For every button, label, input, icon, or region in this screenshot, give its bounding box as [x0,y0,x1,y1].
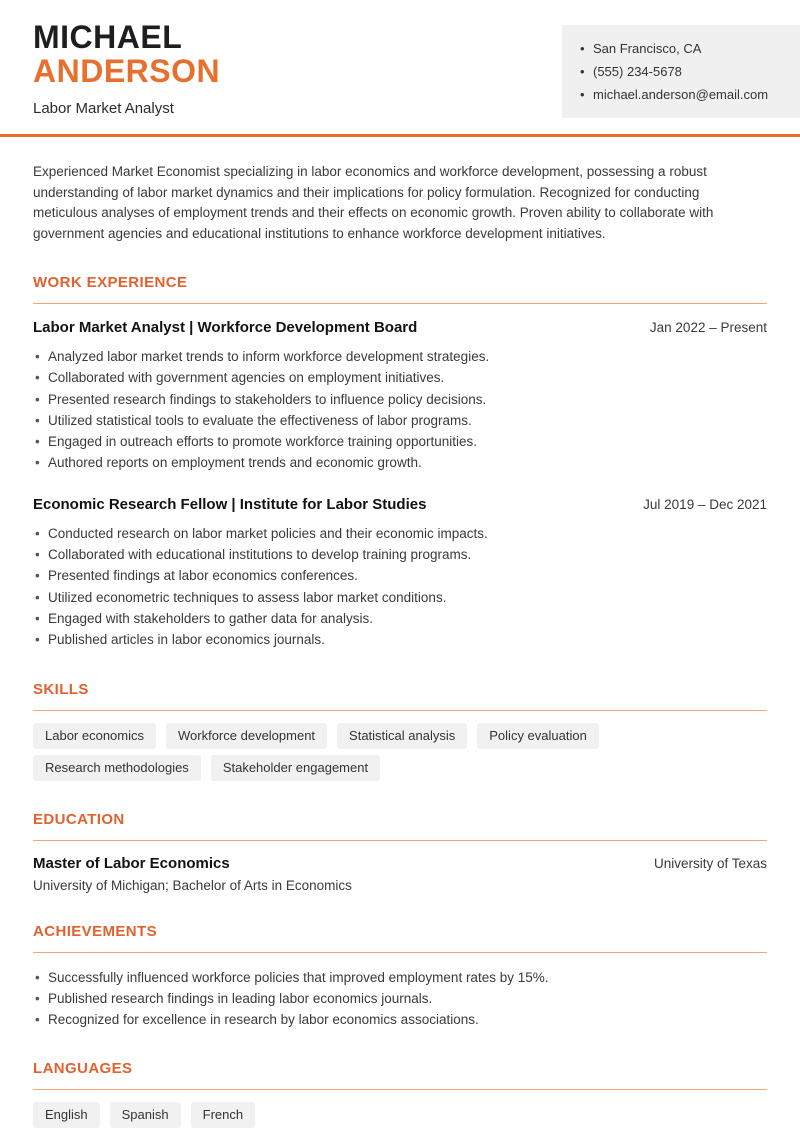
achievement-bullet [33,967,767,988]
job-bullet [33,629,767,650]
job-bullet-text: Collaborated with educational institutions to develop training programs. [48,547,472,563]
bullet-icon: • [35,1012,40,1028]
job-bullet [33,544,767,565]
contact-location-text: San Francisco, CA [593,41,702,56]
bullet-icon: • [35,610,40,626]
section-work-experience [33,274,767,651]
education-degree: Master of Labor Economics [33,854,230,872]
job-bullet-text: Conducted research on labor market policies and their economic impacts. [48,525,488,541]
bullet-icon: • [35,370,40,386]
language-tag: English [33,1102,100,1128]
achievement-bullet [33,1009,767,1030]
contact-email [580,83,792,106]
languages-heading: LANGUAGES [33,1060,767,1090]
job-bullet-text: Engaged with stakeholders to gather data for analysis. [48,610,373,626]
bullet-icon: • [35,547,40,563]
education-institution: University of Texas [653,855,767,871]
achievement-text: Successfully influenced workforce policies that improved employment rates by 15%. [48,969,549,985]
job-header [33,496,767,513]
contact-phone-text: (555) 234-5678 [593,64,682,79]
skill-tag: Labor economics [33,723,156,749]
job-bullet-text: Published articles in labor economics journals. [48,632,325,648]
job-entry [33,496,767,651]
job-bullet-list [33,523,767,651]
job-title-text: Economic Research Fellow | Institute for Labor Studies [33,495,427,513]
contact-phone [580,60,792,83]
bullet-icon: • [35,455,40,471]
education-heading: EDUCATION [33,811,767,841]
job-bullet [33,608,767,629]
section-education [33,811,767,893]
bullet-icon: • [35,525,40,541]
bullet-icon: • [35,589,40,605]
job-bullet [33,410,767,431]
skills-tag-list [33,723,767,781]
job-bullet-text: Collaborated with government agencies on employment initiatives. [48,370,445,386]
job-bullet [33,523,767,544]
job-dates: Jan 2022 – Present [649,320,767,335]
achievement-text: Published research findings in leading labor economics journals. [48,990,433,1006]
education-entry-header [33,855,767,872]
job-bullet-text: Analyzed labor market trends to inform workforce development strategies. [48,349,490,364]
bullet-icon: • [35,391,40,407]
job-bullet-text: Presented research findings to stakeholders to influence policy decisions. [48,391,487,407]
job-bullet [33,367,767,388]
language-tag: French [191,1102,255,1128]
job-bullet-text: Utilized econometric techniques to assess labor market conditions. [48,589,447,605]
resume-header [0,0,800,137]
job-bullet-text: Engaged in outreach efforts to promote workforce training opportunities. [48,434,478,450]
resume-content [0,162,800,1128]
achievement-text: Recognized for excellence in research by labor economics associations. [48,1012,479,1028]
job-bullet [33,565,767,586]
job-bullet [33,389,767,410]
contact-list [580,37,792,106]
summary-paragraph: Experienced Market Economist specializing in labor economics and workforce development, possessing a robust understanding of labor market dynamics and their implications for policy formulation. Recognized for conducting meticulous analyses of employment trends and their effects on economic growth. Proven ability to collaborate with government agencies and educational institutions to enhance workforce development initiatives. [33,164,714,241]
work-experience-heading: WORK EXPERIENCE [33,274,767,304]
achievements-heading: ACHIEVEMENTS [33,923,767,953]
skill-tag: Policy evaluation [477,723,599,749]
section-skills [33,681,767,781]
job-bullet [33,452,767,473]
bullet-icon: • [580,87,585,102]
section-languages [33,1060,767,1128]
bullet-icon: • [35,632,40,648]
bullet-icon: • [35,412,40,428]
job-dates: Jul 2019 – Dec 2021 [643,496,767,512]
job-bullet-text: Utilized statistical tools to evaluate the effectiveness of labor programs. [48,412,472,428]
skills-heading: SKILLS [33,681,767,711]
achievement-bullet [33,988,767,1009]
contact-box [562,25,800,118]
skill-tag: Statistical analysis [337,723,467,749]
education-details: University of Michigan; Bachelor of Arts in Economics [33,877,352,893]
first-name: MICHAEL [33,19,183,55]
job-bullet [33,587,767,608]
bullet-icon: • [580,41,585,56]
bullet-icon: • [580,64,585,79]
job-bullet-text: Presented findings at labor economics conferences. [48,568,358,584]
job-entry [33,319,767,474]
job-bullet [33,431,767,452]
language-tag: Spanish [110,1102,181,1128]
job-title-text: Labor Market Analyst | Workforce Development Board [33,319,418,336]
bullet-icon: • [35,349,40,364]
skill-tag: Workforce development [166,723,327,749]
name-block [33,20,220,117]
job-bullet-text: Authored reports on employment trends and economic growth. [48,455,422,471]
contact-location [580,37,792,60]
skill-tag: Stakeholder engagement [211,755,380,781]
bullet-icon: • [35,969,40,985]
job-bullet-list [33,346,767,474]
header-job-title: Labor Market Analyst [33,100,174,117]
bullet-icon: • [35,990,40,1006]
languages-tag-list [33,1102,767,1128]
contact-email-text: michael.anderson@email.com [593,87,769,102]
bullet-icon: • [35,434,40,450]
section-achievements [33,923,767,1031]
bullet-icon: • [35,568,40,584]
last-name: ANDERSON [33,53,221,89]
skill-tag: Research methodologies [33,755,201,781]
job-bullet [33,346,767,367]
achievements-list [33,967,767,1031]
job-header [33,319,767,336]
